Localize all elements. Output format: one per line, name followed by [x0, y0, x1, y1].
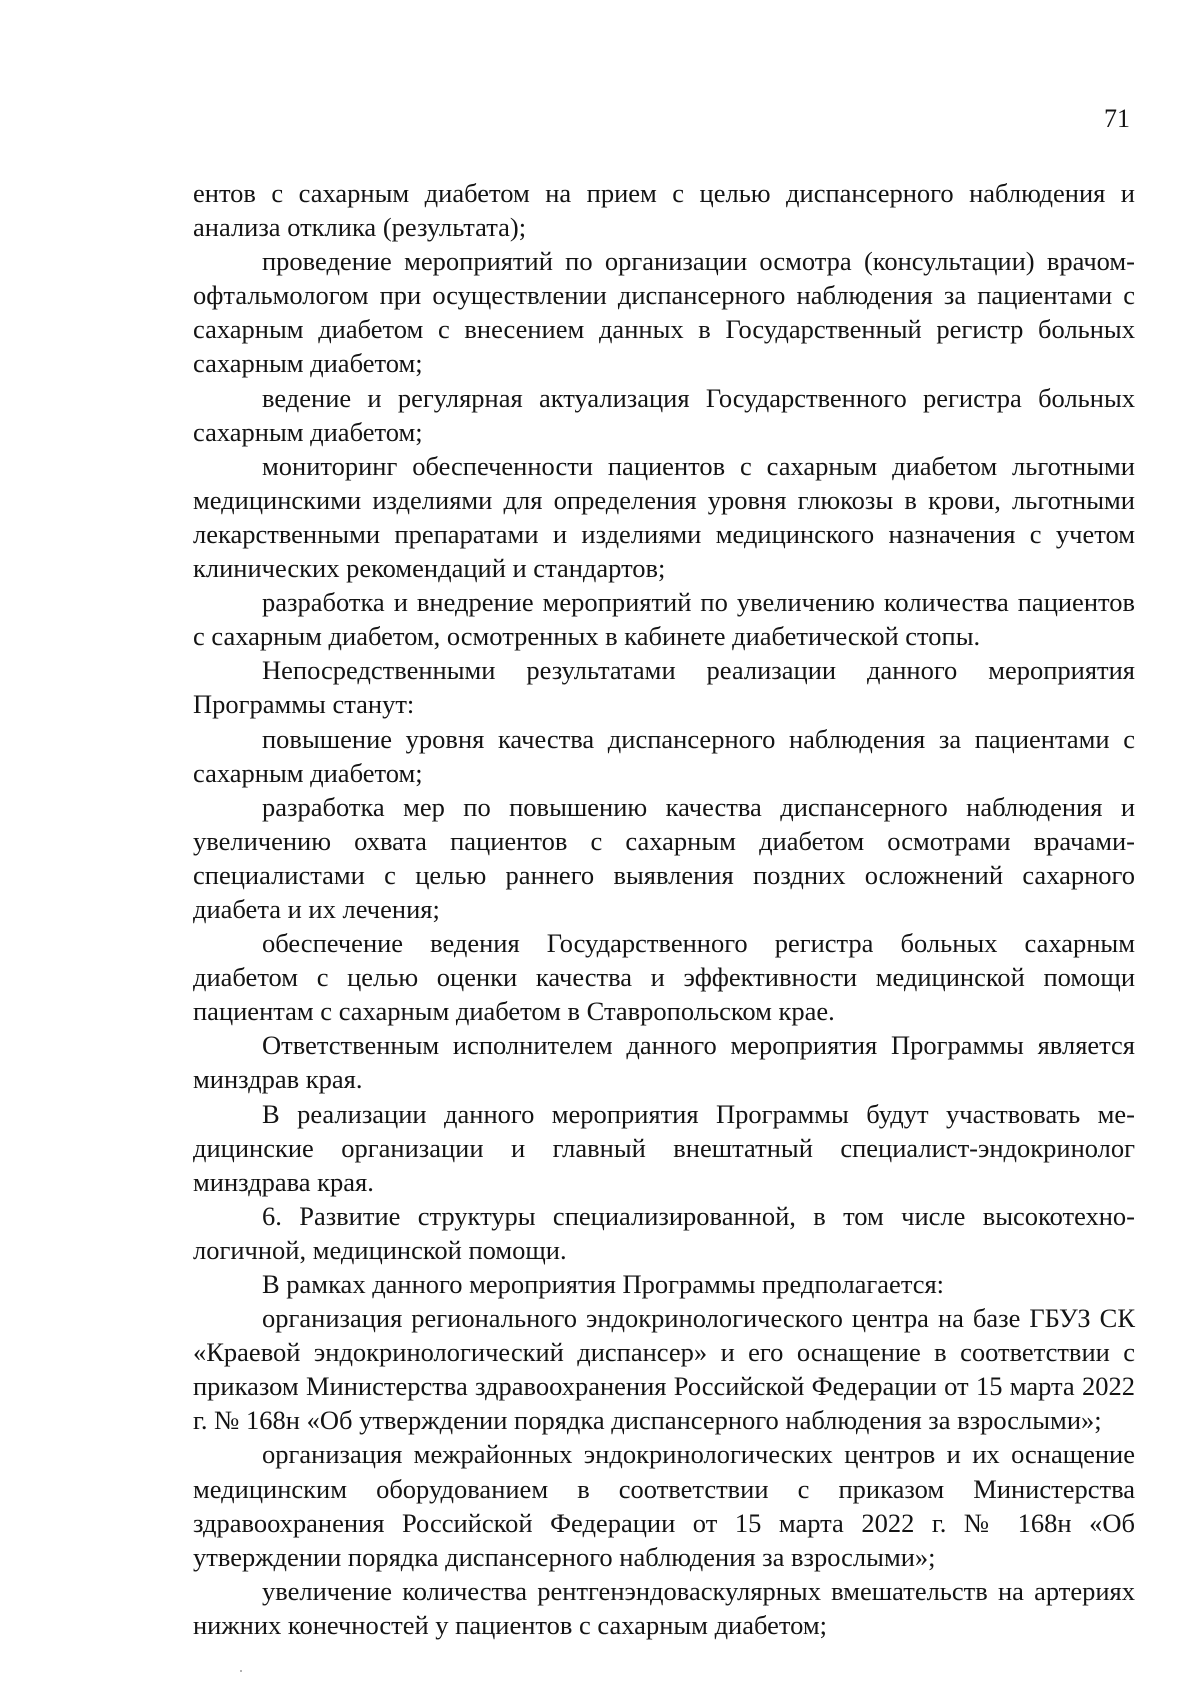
paragraph: мониторинг обеспеченности пациентов с сахарным диабетом льготными медицинскими изделиями для определения уровня глюкозы в крови, льготными лекарственными препаратами и изделиями медицинского назначения с учетом клинических рекомендаций и стандартов; — [193, 450, 1135, 584]
paragraph: ведение и регулярная актуализация Государственного регистра больных сахарным диабетом; — [193, 382, 1135, 447]
section-heading-paragraph: 6. Развитие структуры специализированной, в том числе высокотехнологичной, медицинской помощи. — [193, 1200, 1135, 1265]
paragraph: проведение мероприятий по организации осмотра (консультации) врачом-офтальмологом при осуществлении диспансерного наблюдения за пациентами с сахарным диабетом с внесением данных в Государственный регистр больных сахарным диабетом; — [193, 246, 1135, 379]
paragraph: увеличение количества рентгенэндоваскулярных вмешательств на артериях нижних конечностей у пациентов с сахарным диабетом; — [193, 1575, 1135, 1640]
paragraph: организация регионального эндокринологического центра на базе ГБУЗ СК «Краевой эндокринологический диспансер» и его оснащение в соответствии с приказом Министерства здравоохранения Российской Федерации от 15 марта 2022 г. № 168н «Об утверждении порядка диспансерного наблюдения за взрослыми»; — [193, 1303, 1135, 1436]
paragraph: Непосредственными результатами реализации данного мероприятия Программы станут: — [193, 655, 1135, 720]
paragraph: В рамках данного мероприятия Программы предполагается: — [262, 1269, 945, 1299]
paragraph: разработка мер по повышению качества диспансерного наблюдения и увеличению охвата пациентов с сахарным диабетом осмотрами врачами-специалистами с целью раннего выявления поздних осложнений сахарного диабета и их лечения; — [193, 791, 1135, 924]
scan-speck — [240, 1670, 242, 1672]
paragraph: организация межрайонных эндокринологических центров и их оснащение медицинским оборудованием в соответствии с приказом Министерства здравоохранения Российской Федерации от 15 марта 2022 г. № 168н «Об утверждении порядка диспансерного наблюдения за взрослыми»; — [193, 1439, 1135, 1572]
page-number: 71 — [1104, 104, 1130, 133]
document-body — [193, 176, 1135, 1642]
paragraph-continuation: ентов с сахарным диабетом на прием с целью диспансерного наблюдения и анализа отклика (результата); — [193, 178, 1135, 243]
paragraph: разработка и внедрение мероприятий по увеличению количества пациентов с сахарным диабетом, осмотренных в кабинете диабетической стопы. — [193, 587, 1135, 652]
paragraph: повышение уровня качества диспансерного наблюдения за пациентами с сахарным диабетом; — [193, 723, 1135, 788]
paragraph: обеспечение ведения Государственного регистра больных сахарным диабетом с целью оценки качества и эффективности медицинской помощи пациентам с сахарным диабетом в Ставропольском крае. — [193, 928, 1135, 1027]
paragraph: В реализации данного мероприятия Программы будут участвовать медицинские организации и главный внештатный специалист-эндокринолог минздрава края. — [193, 1098, 1135, 1197]
paragraph: Ответственным исполнителем данного мероприятия Программы является минздрав края. — [193, 1030, 1135, 1095]
